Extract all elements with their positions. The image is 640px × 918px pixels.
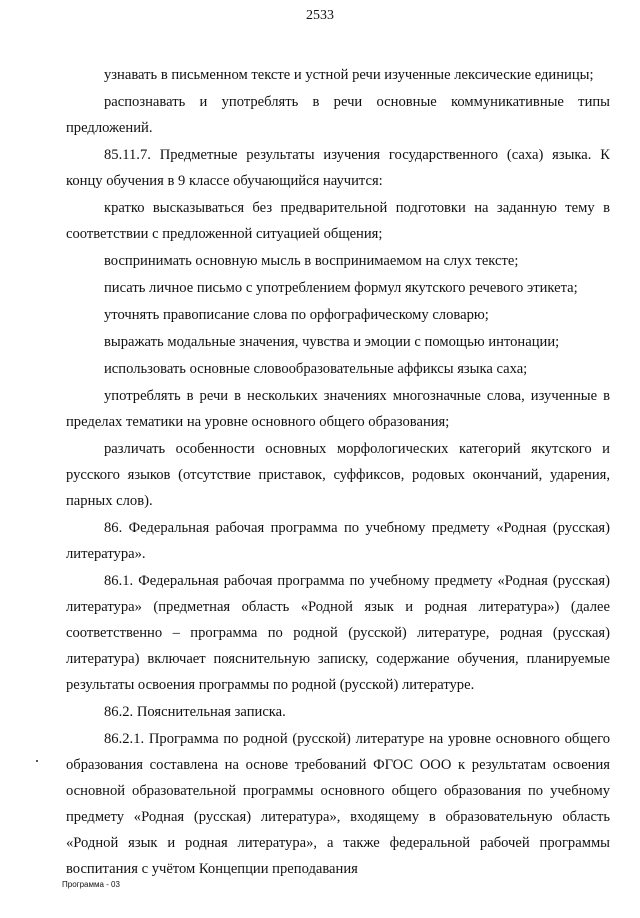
page-number: 2533 — [306, 8, 334, 23]
page-footer: Программа - 03 — [62, 880, 120, 889]
paragraph: воспринимать основную мысль в воспринимаемом на слух тексте; — [104, 253, 519, 269]
document-body — [66, 62, 610, 882]
paragraph: 86.1. Федеральная рабочая программа по учебному предмету «Родная (русская) литература» (предметная область «Родной язык и родная литература») (далее соответственно – программа по родной (русской) литературе, родная (русская) литература) включает пояснительную записку, содержание обучения, планируемые результаты освоения программы по родной (русской) литературе. — [66, 573, 610, 693]
paragraph: различать особенности основных морфологических категорий якутского и русского языков (отсутствие приставок, суффиксов, родовых окончаний, ударения, парных слов). — [66, 441, 610, 509]
paragraph: узнавать в письменном тексте и устной речи изученные лексические единицы; — [104, 67, 594, 83]
paragraph: уточнять правописание слова по орфографическому словарю; — [104, 307, 489, 323]
scan-speck — [36, 760, 38, 762]
paragraph: использовать основные словообразовательные аффиксы языка саха; — [104, 361, 528, 377]
paragraph: писать личное письмо с употреблением формул якутского речевого этикета; — [104, 280, 578, 296]
paragraph: кратко высказываться без предварительной подготовки на заданную тему в соответствии с предложенной ситуацией общения; — [66, 200, 610, 242]
paragraph: 85.11.7. Предметные результаты изучения государственного (саха) языка. К концу обучения в 9 классе обучающийся научится: — [66, 147, 610, 189]
paragraph: распознавать и употреблять в речи основные коммуникативные типы предложений. — [66, 94, 610, 136]
paragraph: 86. Федеральная рабочая программа по учебному предмету «Родная (русская) литература». — [66, 520, 610, 562]
paragraph: употреблять в речи в нескольких значениях многозначные слова, изученные в пределах тематики на уровне основного общего образования; — [66, 388, 610, 430]
paragraph: выражать модальные значения, чувства и эмоции с помощью интонации; — [104, 334, 560, 350]
paragraph: 86.2.1. Программа по родной (русской) литературе на уровне основного общего образования составлена на основе требований ФГОС ООО к результатам освоения основной образовательной программы основного общего образования по учебному предмету «Родная (русская) литература», входящему в образовательную область «Родной язык и родная литература», а также федеральной рабочей программы воспитания с учётом Концепции преподавания — [66, 731, 610, 877]
paragraph: 86.2. Пояснительная записка. — [104, 704, 286, 720]
